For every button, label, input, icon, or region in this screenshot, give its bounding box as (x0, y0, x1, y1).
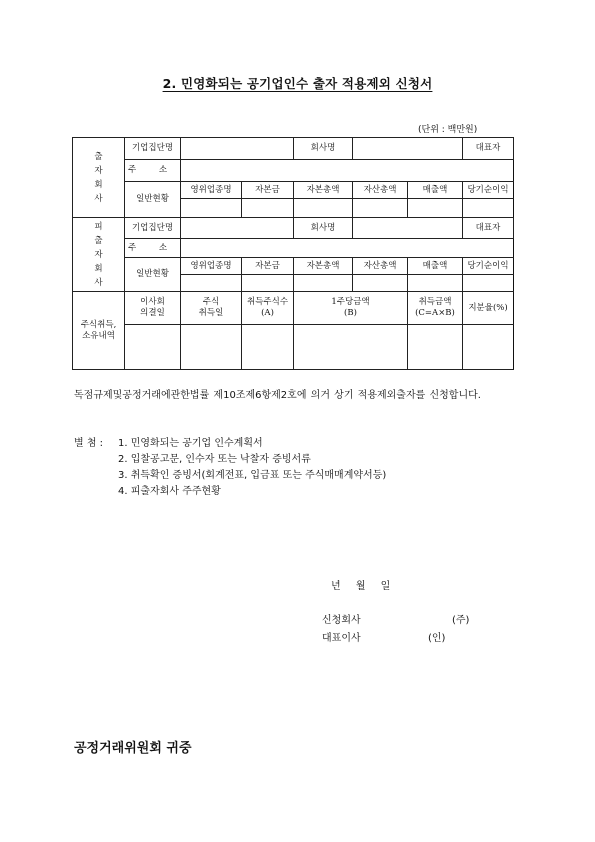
investor-header-net-income: 당기순이익 (463, 182, 514, 199)
investor-company-name-label: 회사명 (294, 138, 353, 160)
attachment-item: 3. 취득확인 증빙서(회계전표, 입금표 또는 주식매매계약서등) (118, 470, 387, 481)
investee-industry-field[interactable] (181, 275, 242, 292)
investor-header-capital: 자본금 (242, 182, 294, 199)
ownership-ratio-header: 지분율(%) (463, 292, 514, 325)
investor-sales-field[interactable] (408, 199, 463, 218)
seal-mark: (인) (428, 633, 446, 644)
price-per-share-field[interactable] (294, 325, 408, 370)
application-table (72, 137, 514, 370)
unit-note: (단위 : 백만원) (418, 125, 478, 135)
representative-label: 대표이사 (322, 633, 361, 644)
date-line: 년 월 일 (331, 581, 391, 592)
attachment-list (118, 436, 386, 500)
acquisition-section-label: 주식취득, 소유내역 (73, 292, 125, 370)
stock-acquisition-date-field[interactable] (181, 325, 242, 370)
investor-total-assets-field[interactable] (353, 199, 408, 218)
investor-header-sales: 매출액 (408, 182, 463, 199)
investor-group-name-field[interactable] (181, 138, 294, 160)
attachments-label: 별 첨 : (74, 438, 104, 449)
applicant-label: 신청회사 (322, 615, 361, 626)
investee-section-label: 피출자회사 (73, 218, 125, 292)
board-resolution-date-field[interactable] (125, 325, 181, 370)
investee-company-name-field[interactable] (353, 218, 463, 239)
acquired-shares-field[interactable] (242, 325, 294, 370)
investor-industry-field[interactable] (181, 199, 242, 218)
investor-header-total-equity: 자본총액 (294, 182, 353, 199)
investor-header-total-assets: 자산총액 (353, 182, 408, 199)
investee-ceo-label: 대표자 (463, 218, 514, 239)
investor-group-name-label: 기업집단명 (125, 138, 181, 160)
acquisition-amount-header: 취득금액 (C=A×B) (408, 292, 463, 325)
acquisition-amount-field[interactable] (408, 325, 463, 370)
investee-header-total-equity: 자본총액 (294, 258, 353, 275)
investor-section-label: 출자회사 (73, 138, 125, 218)
attachment-item: 2. 입찰공고문, 인수자 또는 낙찰자 증빙서류 (118, 454, 311, 465)
addressee: 공정거래위원회 귀중 (74, 741, 192, 756)
board-resolution-date-header: 이사회 의결일 (125, 292, 181, 325)
investee-sales-field[interactable] (408, 275, 463, 292)
investee-header-net-income: 당기순이익 (463, 258, 514, 275)
investee-header-total-assets: 자산총액 (353, 258, 408, 275)
investee-address-label: 주 소 (125, 239, 181, 258)
investor-net-income-field[interactable] (463, 199, 514, 218)
price-per-share-header: 1주당금액 (B) (294, 292, 408, 325)
investor-company-name-field[interactable] (353, 138, 463, 160)
acquired-shares-header: 취득주식수 (A) (242, 292, 294, 325)
investor-address-field[interactable] (181, 160, 514, 182)
investee-header-sales: 매출액 (408, 258, 463, 275)
form-title: 2. 민영화되는 공기업인수 출자 적용제외 신청서 (162, 76, 433, 91)
stock-acquisition-date-header: 주식 취득일 (181, 292, 242, 325)
investor-address-label: 주 소 (125, 160, 181, 182)
investee-net-income-field[interactable] (463, 275, 514, 292)
investee-header-industry: 영위업종명 (181, 258, 242, 275)
attachment-item: 1. 민영화되는 공기업 인수계획서 (118, 438, 263, 449)
applicant-mark: (주) (452, 615, 470, 626)
investee-address-field[interactable] (181, 239, 514, 258)
investee-header-capital: 자본금 (242, 258, 294, 275)
investee-total-equity-field[interactable] (294, 275, 353, 292)
ownership-ratio-field[interactable] (463, 325, 514, 370)
investor-ceo-label: 대표자 (463, 138, 514, 160)
investor-total-equity-field[interactable] (294, 199, 353, 218)
investee-total-assets-field[interactable] (353, 275, 408, 292)
investor-capital-field[interactable] (242, 199, 294, 218)
investee-overview-label: 일반현황 (125, 258, 181, 292)
investor-overview-label: 일반현황 (125, 182, 181, 218)
application-statement: 독점규제및공정거래에관한법률 제10조제6항제2호에 의거 상기 적용제외출자를 신청합니다. (74, 390, 481, 401)
investee-company-name-label: 회사명 (294, 218, 353, 239)
investee-group-name-label: 기업집단명 (125, 218, 181, 239)
investee-capital-field[interactable] (242, 275, 294, 292)
attachment-item: 4. 피출자회사 주주현황 (118, 486, 221, 497)
investee-group-name-field[interactable] (181, 218, 294, 239)
investor-header-industry: 영위업종명 (181, 182, 242, 199)
